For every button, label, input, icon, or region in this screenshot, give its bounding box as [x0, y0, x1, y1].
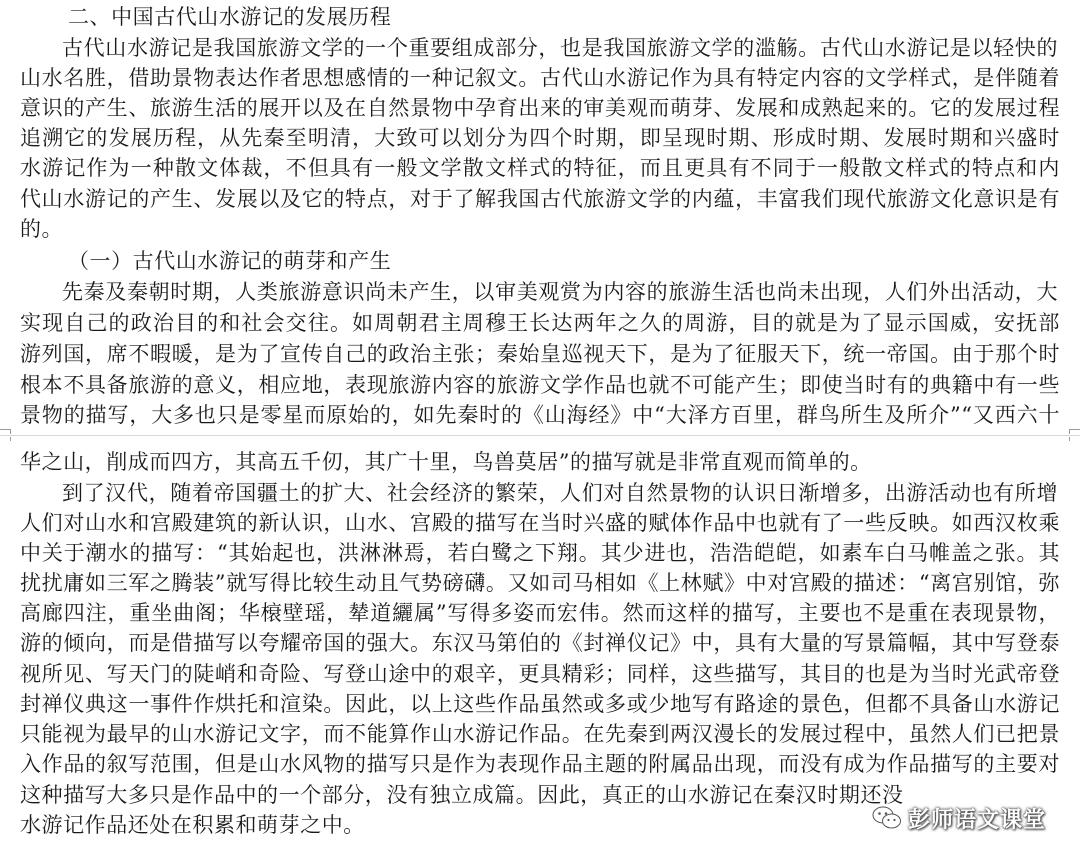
paragraph-line: 代山水游记的产生、发展以及它的特点，对于了解我国古代旅游文学的内蕴，丰富我们现代旅游文化意识是有 [20, 187, 1060, 211]
paragraph-line: 扰扰庸如三军之腾装”就写得比较生动且气势磅礴。又如司马相如《上林赋》中对宫殿的描述：“离宫别馆，弥 [20, 571, 1060, 595]
paragraph-line: 游列国，席不暇暖，是为了宣传自己的政治主张；秦始皇巡视天下，是为了征服天下，统一帝国。由于那个时 [20, 342, 1060, 366]
paragraph-line: 到了汉代，随着帝国疆土的扩大、社会经济的繁荣，人们对自然景物的认识日渐增多，出游活动也有所增 [62, 481, 1058, 505]
page-corner-mark [1069, 429, 1080, 434]
paragraph-line: 这种描写大多只是作品中的一个部分，没有独立成篇。因此，真正的山水游记在秦汉时期还没 [20, 783, 904, 807]
watermark-label: 彭师语文课堂 [907, 807, 1046, 833]
page-break-divider [0, 435, 1080, 436]
paragraph-line: 实现自己的政治目的和社会交往。如周朝君主周穆王长达两年之久的周游，目的就是为了显示国威，安抚部 [20, 311, 1060, 335]
page-corner-mark [0, 429, 11, 434]
watermark [872, 798, 1046, 838]
paragraph-line: 追溯它的发展历程，从先秦至明清，大致可以划分为四个时期，即呈现时期、形成时期、发展时期和兴盛时 [20, 126, 1060, 150]
section-heading: 二、中国古代山水游记的发展历程 [68, 5, 392, 29]
paragraph-line: 的。 [20, 217, 64, 241]
paragraph-line: 山水名胜，借助景物表达作者思想感情的一种记叙文。古代山水游记作为具有特定内容的文学样式，是伴随着 [20, 66, 1060, 90]
page-break [0, 429, 1080, 441]
paragraph-line: 古代山水游记是我国旅游文学的一个重要组成部分，也是我国旅游文学的滥觞。古代山水游记是以轻快的 [62, 36, 1058, 60]
subsection-heading: （一）古代山水游记的萌芽和产生 [68, 249, 392, 273]
paragraph-line: 只能视为最早的山水游记文字，而不能算作山水游记作品。在先秦到两汉漫长的发展过程中，虽然人们已把景 [20, 722, 1060, 746]
paragraph-line: 先秦及秦朝时期，人类旅游意识尚未产生，以审美观赏为内容的旅游生活也尚未出现，人们外出活动，大 [62, 280, 1058, 304]
page-bottom [0, 441, 1080, 853]
paragraph-line: 视所见、写天门的陡峭和奇险、写登山途中的艰辛，更具精彩；同样，这些描写，其目的也是为当时光武帝登 [20, 662, 1060, 686]
paragraph-line: 华之山，削成而四方，其高五千仞，其广十里，鸟兽莫居”的描写就是非常直观而简单的。 [20, 450, 872, 474]
paragraph-line: 根本不具备旅游的意义，相应地，表现旅游内容的旅游文学作品也就不可能产生；即使当时有的典籍中有一些 [20, 373, 1060, 397]
wechat-icon [872, 805, 902, 831]
paragraph-line: 意识的产生、旅游生活的展开以及在自然景物中孕育出来的审美观而萌芽、发展和成熟起来的。它的发展过程 [20, 96, 1060, 120]
paragraph-line: 高廊四注，重坐曲阁；华榱壁瑶，辇道纚属”写得多姿而宏伟。然而这样的描写，主要也不是重在表现景物， [20, 601, 1060, 625]
paragraph-line: 人们对山水和宫殿建筑的新认识，山水、宫殿的描写在当时兴盛的赋体作品中也就有了一些反映。如西汉枚乘 [20, 511, 1060, 535]
paragraph-line: 游的倾向，而是借描写以夸耀帝国的强大。东汉马第伯的《封禅仪记》中，具有大量的写景篇幅，其中写登泰 [20, 631, 1060, 655]
paragraph-line: 景物的描写，大多也只是零星而原始的，如先秦时的《山海经》中“大泽方百里，群鸟所生及所介”“又西六十 [20, 403, 1060, 427]
paragraph-line: 中关于潮水的描写：“其始起也，洪淋淋焉，若白鹭之下翔。其少进也，浩浩皑皑，如素车白马帷盖之张。其 [20, 541, 1060, 565]
paragraph-line: 水游记作为一种散文体裁，不但具有一般文学散文样式的特征，而且更具有不同于一般散文样式的特点和内 [20, 156, 1060, 180]
paragraph-line: 水游记作品还处在积累和萌芽之中。 [20, 813, 365, 837]
paragraph-line: 封禅仪典这一事件作烘托和渲染。因此，以上这些作品虽然或多或少地写有路途的景色，但都不具备山水游记 [20, 692, 1060, 716]
paragraph-line: 入作品的叙写范围，但是山水风物的描写只是作为表现作品主题的附属品出现，而没有成为作品描写的主要对 [20, 752, 1060, 776]
